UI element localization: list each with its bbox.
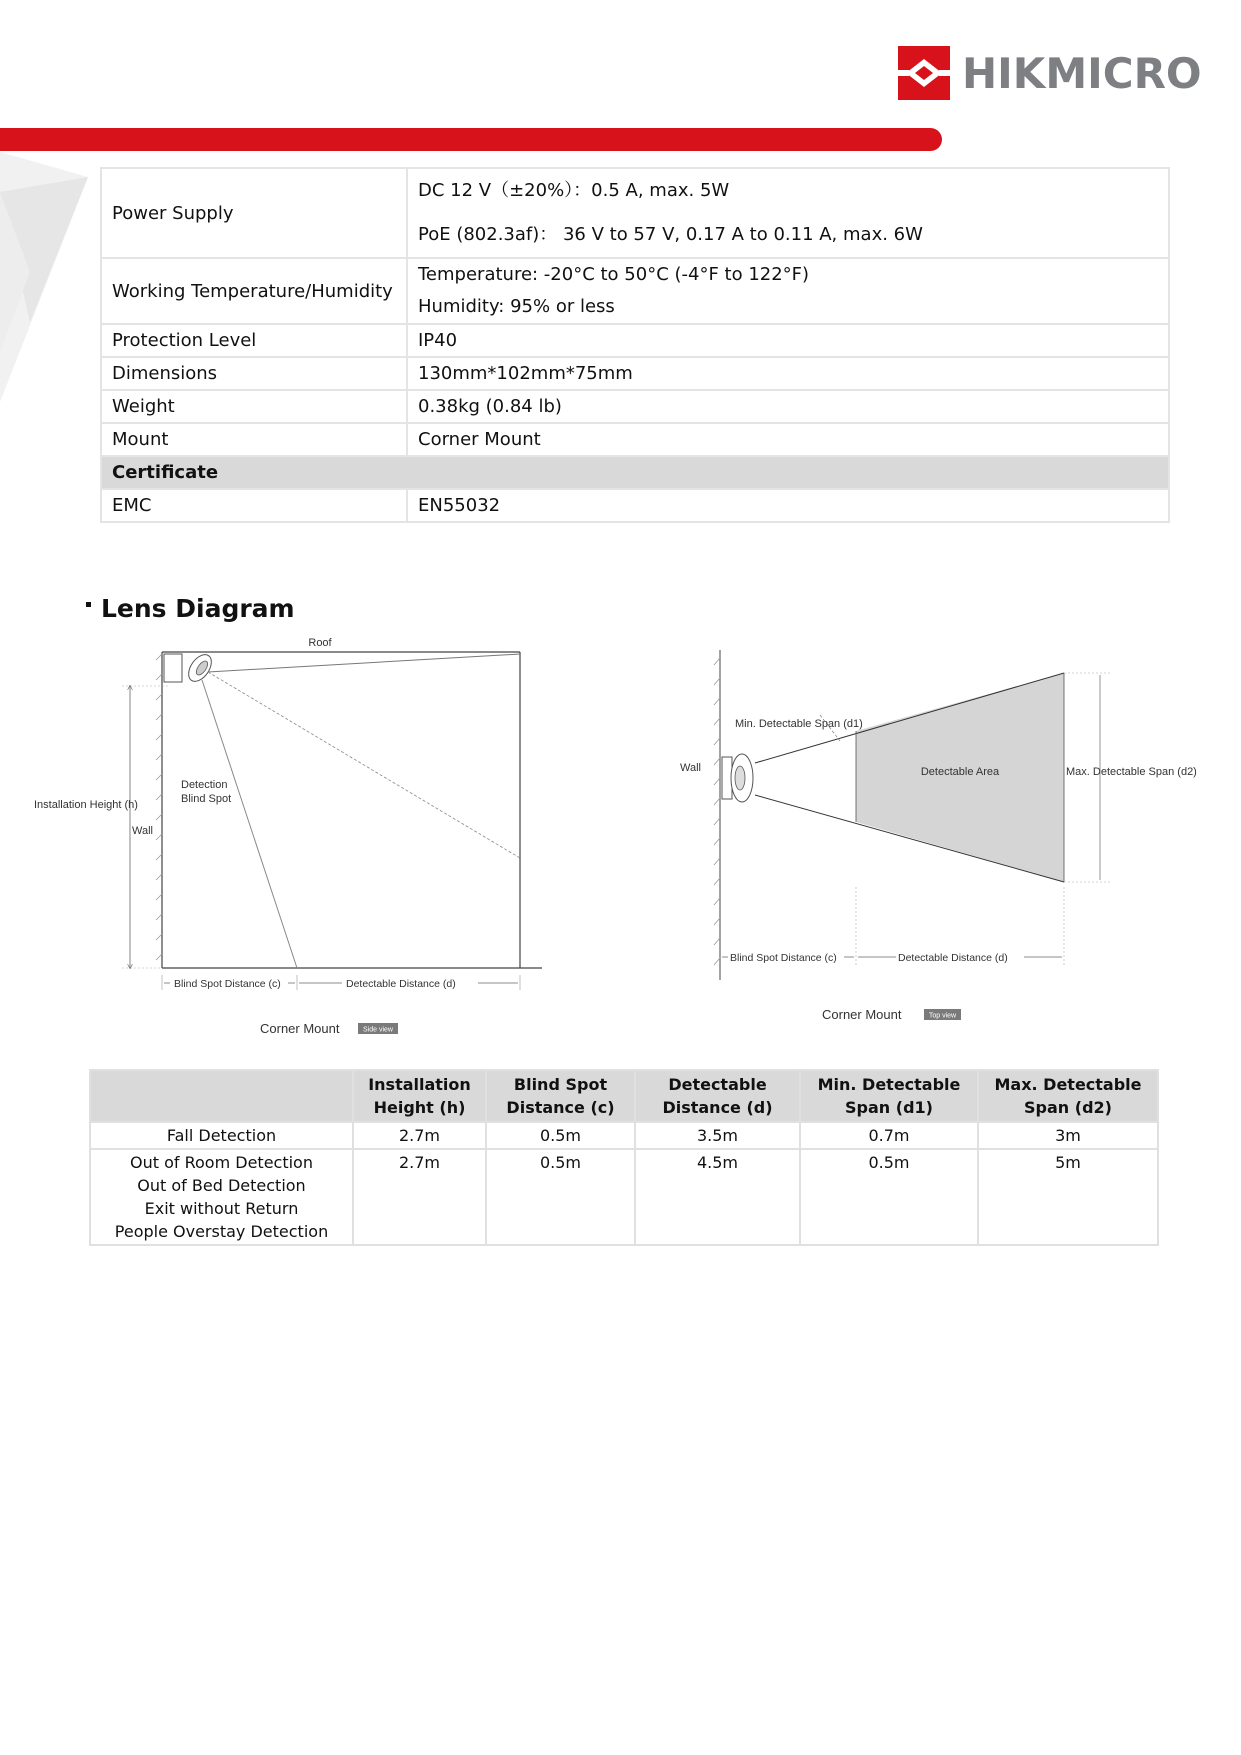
table-header-mode xyxy=(90,1070,353,1122)
blind-spot-distance-label: Blind Spot Distance (c) xyxy=(730,952,837,964)
spec-value-line: Temperature: -20°C to 50°C (-4°F to 122°F) xyxy=(418,264,810,285)
top-view-caption: Corner Mount xyxy=(822,1007,902,1022)
table-row xyxy=(90,1149,1158,1245)
max-span-cell: 3m xyxy=(978,1122,1158,1149)
lens-diagram-title: Lens Diagram xyxy=(101,594,295,623)
detectable-cell: 4.5m xyxy=(635,1149,800,1245)
spec-value xyxy=(407,168,1169,258)
spec-row-weight xyxy=(101,390,1169,423)
brand-logo xyxy=(898,45,1202,101)
table-header-max-span xyxy=(978,1070,1158,1122)
spec-label: Dimensions xyxy=(101,357,407,390)
detection-distance-table xyxy=(89,1069,1159,1246)
specification-table xyxy=(100,167,1170,523)
min-span-cell: 0.7m xyxy=(800,1122,978,1149)
spec-value: 130mm*102mm*75mm xyxy=(407,357,1169,390)
detectable-area-label: Detectable Area xyxy=(920,766,1000,778)
spec-value-line: PoE (802.3af)： 36 V to 57 V, 0.17 A to 0.11 A, max. 6W xyxy=(418,224,923,245)
min-span-cell: 0.5m xyxy=(800,1149,978,1245)
spec-row-power-supply xyxy=(101,168,1169,258)
height-cell: 2.7m xyxy=(353,1149,486,1245)
min-span-label: Min. Detectable Span (d1) xyxy=(735,718,863,730)
spec-label: Weight xyxy=(101,390,407,423)
table-header-min-span xyxy=(800,1070,978,1122)
header-line: Distance (c) xyxy=(506,1098,615,1117)
side-view-badge-text: Side view xyxy=(363,1026,393,1034)
sensor-device-icon xyxy=(722,754,753,802)
blind-spot-cell: 0.5m xyxy=(486,1149,635,1245)
side-view-diagram xyxy=(30,630,550,1040)
table-header-row xyxy=(90,1070,1158,1122)
table-row xyxy=(90,1122,1158,1149)
top-view-badge-text: Top view xyxy=(928,1012,957,1020)
blind-spot-distance-label: Blind Spot Distance (c) xyxy=(174,978,281,990)
detectable-distance-label: Detectable Distance (d) xyxy=(898,952,1008,964)
header-line: Span (d2) xyxy=(1024,1098,1112,1117)
wall-label: Wall xyxy=(680,762,701,774)
detectable-cell: 3.5m xyxy=(635,1122,800,1149)
header-line: Span (d1) xyxy=(845,1098,933,1117)
header-line: Distance (d) xyxy=(662,1098,773,1117)
spec-row-mount xyxy=(101,423,1169,456)
hikmicro-logo-icon xyxy=(898,46,950,100)
spec-label: Power Supply xyxy=(101,168,407,258)
header-line: Detectable xyxy=(668,1075,767,1094)
detection-mode-cell: Fall Detection xyxy=(90,1122,353,1149)
spec-section-certificate xyxy=(101,456,1169,489)
spec-value: IP40 xyxy=(407,324,1169,357)
spec-row-emc xyxy=(101,489,1169,522)
header-line: Min. Detectable xyxy=(817,1075,961,1094)
mode-line: Out of Bed Detection xyxy=(137,1176,306,1195)
top-view-diagram xyxy=(670,645,1215,1030)
detection-mode-cell xyxy=(90,1149,353,1245)
max-span-cell: 5m xyxy=(978,1149,1158,1245)
header-line: Blind Spot xyxy=(513,1075,608,1094)
blind-spot-cell: 0.5m xyxy=(486,1122,635,1149)
mode-line: People Overstay Detection xyxy=(114,1222,329,1241)
spec-row-protection-level xyxy=(101,324,1169,357)
spec-section-title: Certificate xyxy=(101,456,1169,489)
table-header-blind-spot xyxy=(486,1070,635,1122)
sensor-device-icon xyxy=(164,651,216,686)
spec-label: EMC xyxy=(101,489,407,522)
blind-spot-label: Detection xyxy=(181,779,228,791)
mode-line: Exit without Return xyxy=(144,1199,299,1218)
detectable-distance-label: Detectable Distance (d) xyxy=(346,978,456,990)
height-cell: 2.7m xyxy=(353,1122,486,1149)
spec-label: Protection Level xyxy=(101,324,407,357)
spec-value xyxy=(407,258,1169,324)
spec-value-line: DC 12 V（±20%）：0.5 A, max. 5W xyxy=(418,180,730,201)
header-line: Installation xyxy=(368,1075,471,1094)
spec-value: EN55032 xyxy=(407,489,1169,522)
spec-row-temperature-humidity xyxy=(101,258,1169,324)
spec-value: 0.38kg (0.84 lb) xyxy=(407,390,1169,423)
spec-value-line: Humidity: 95% or less xyxy=(418,296,615,317)
table-header-detectable xyxy=(635,1070,800,1122)
table-header-height xyxy=(353,1070,486,1122)
header-line: Height (h) xyxy=(373,1098,466,1117)
spec-label: Mount xyxy=(101,423,407,456)
background-watermark xyxy=(0,152,90,402)
spec-value: Corner Mount xyxy=(407,423,1169,456)
mode-line: Out of Room Detection xyxy=(130,1153,313,1172)
installation-height-label: Installation Height (h) xyxy=(34,799,138,811)
header-red-bar xyxy=(0,128,942,151)
roof-label: Roof xyxy=(308,637,332,649)
spec-label: Working Temperature/Humidity xyxy=(101,258,407,324)
header-line: Max. Detectable xyxy=(994,1075,1142,1094)
bullet-icon xyxy=(86,602,91,607)
spec-row-dimensions xyxy=(101,357,1169,390)
side-view-caption: Corner Mount xyxy=(260,1021,340,1036)
brand-name: HIKMICRO xyxy=(962,48,1202,98)
lens-diagram-heading xyxy=(86,594,295,623)
max-span-label: Max. Detectable Span (d2) xyxy=(1066,766,1197,778)
blind-spot-label: Blind Spot xyxy=(181,793,232,805)
wall-label: Wall xyxy=(132,825,153,837)
